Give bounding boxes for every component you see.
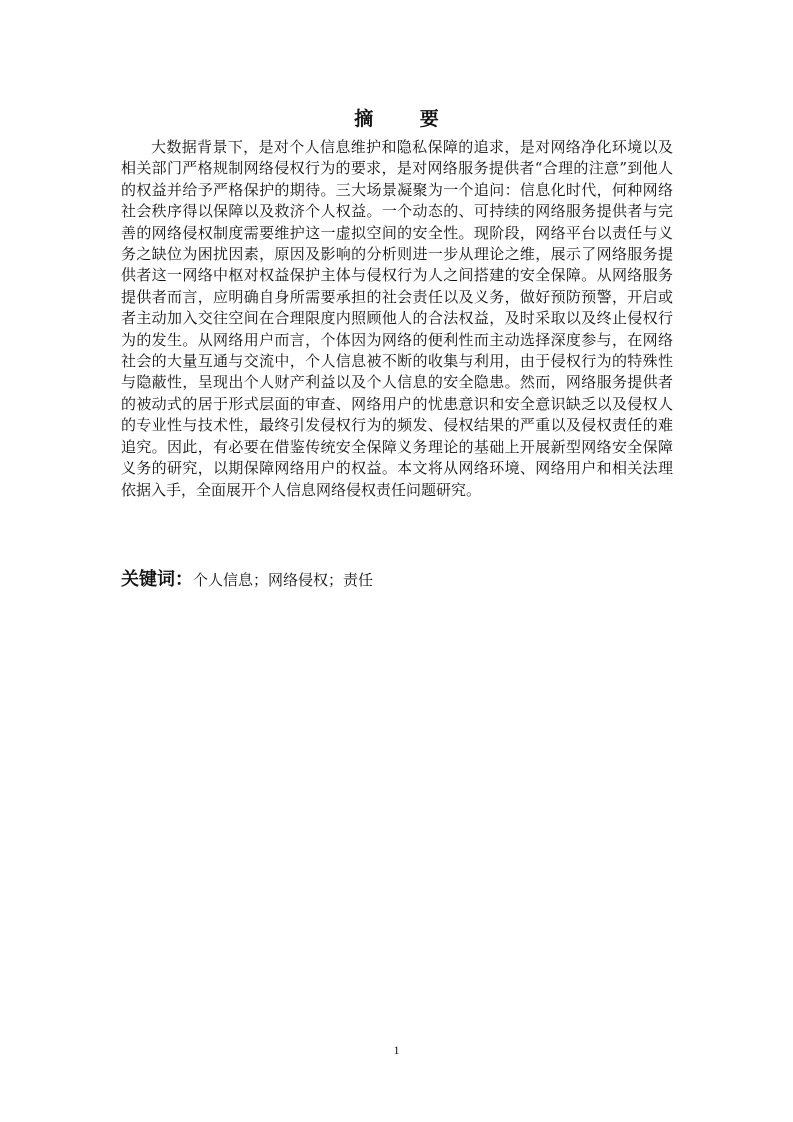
abstract-title: 摘 要 xyxy=(354,108,459,130)
keywords-label: 关键词： xyxy=(121,569,193,590)
keywords-value: 个人信息；网络侵权；责任 xyxy=(193,571,374,589)
keywords-line xyxy=(121,565,673,591)
page-number: 1 xyxy=(393,1043,400,1057)
abstract-body: 大数据背景下，是对个人信息维护和隐私保障的追求，是对网络净化环境以及相关部门严格规制网络侵权行为的要求，是对网络服务提供者“合理的注意”到他人的权益并给予严格保护的期待。三大场景凝聚为一个追问：信息化时代，何种网络社会秩序得以保障以及救济个人权益。一个动态的、可持续的网络服务提供者与完善的网络侵权制度需要维护这一虚拟空间的安全性。现阶段，网络平台以责任与义务之缺位为困扰因素，原因及影响的分析则进一步从理论之维，展示了网络服务提供者这一网络中枢对权益保护主体与侵权行为人之间搭建的安全保障。从网络服务提供者而言，应明确自身所需要承担的社会责任以及义务，做好预防预警，开启或者主动加入交往空间在合理限度内照顾他人的合法权益，及时采取以及终止侵权行为的发生。从网络用户而言，个体因为网络的便利性而主动选择深度参与，在网络社会的大量互通与交流中，个人信息被不断的收集与利用，由于侵权行为的特殊性与隐蔽性，呈现出个人财产利益以及个人信息的安全隐患。然而，网络服务提供者的被动式的居于形式层面的审查、网络用户的忧患意识和安全意识缺乏以及侵权人的专业性与技术性，最终引发侵权行为的频发、侵权结果的严重以及侵权责任的难追究。因此，有必要在借鉴传统安全保障义务理论的基础上开展新型网络安全保障义务的研究，以期保障网络用户的权益。本文将从网络环境、网络用户和相关法理依据入手，全面展开个人信息网络侵权责任问题研究。 xyxy=(121,138,673,499)
